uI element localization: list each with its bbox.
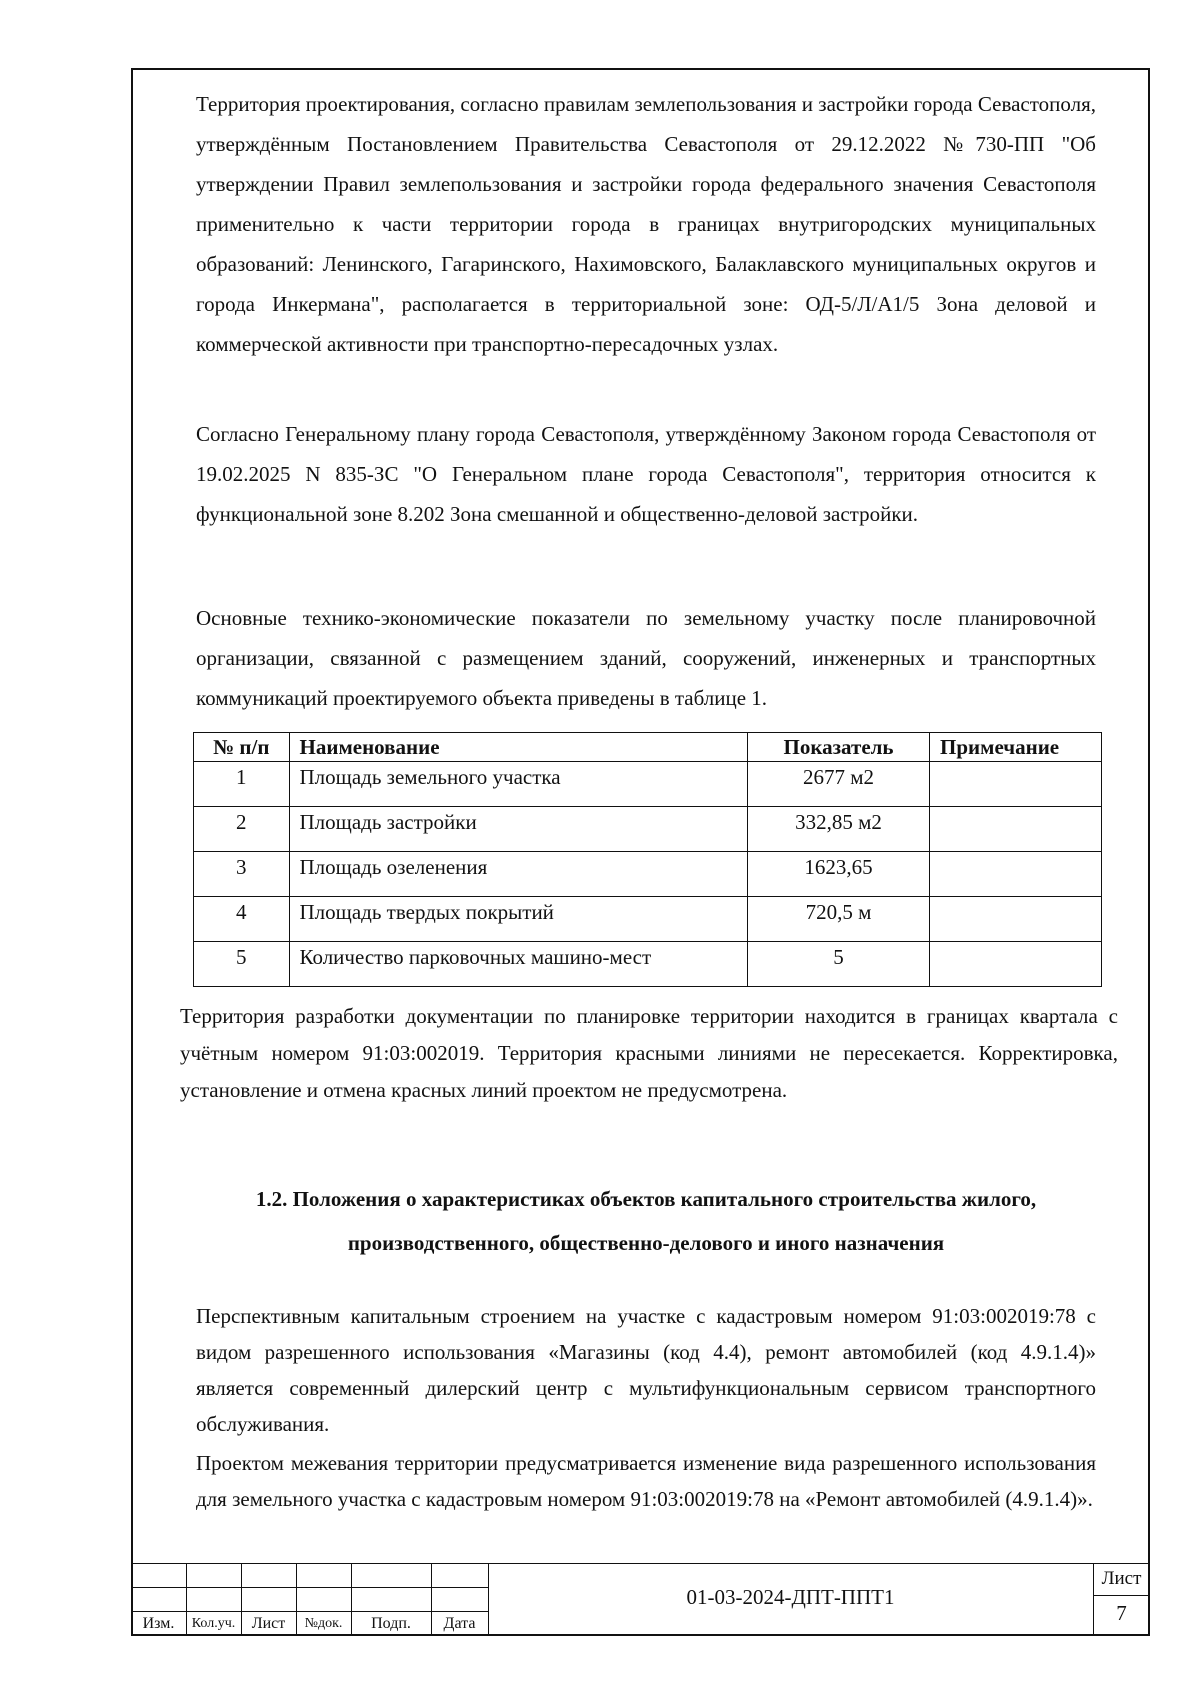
section-heading-line-1: 1.2. Положения о характеристиках объектов капитального строительства жилого,	[255, 1187, 1037, 1211]
row-name: Площадь твердых покрытий	[289, 897, 748, 942]
row-num: 3	[194, 852, 290, 897]
row-value: 332,85 м2	[748, 807, 930, 852]
row-num: 4	[194, 897, 290, 942]
stamp-label-izm: Изм.	[142, 1615, 175, 1632]
row-value: 1623,65	[748, 852, 930, 897]
table-row	[194, 897, 1102, 942]
section-heading-line-2: производственного, общественно-делового и иного назначения	[347, 1231, 945, 1255]
row-name: Количество парковочных машино-мест	[289, 942, 748, 987]
row-note	[930, 852, 1102, 897]
stamp-label-data: Дата	[443, 1615, 476, 1632]
stamp-label-ndok: №док.	[304, 1616, 343, 1631]
header-num: № п/п	[194, 733, 290, 762]
paragraph-territory-zoning: Территория проектирования, согласно правилам землепользования и застройки города Севастополя, утверждённым Постановлением Правительства Севастополя от 29.12.2022 №730-ПП "Об утверждении Правил землепользования и застройки города федерального значения Севастополя применительно к части территории города в границах внутригородских муниципальных образований: Ленинского, Гагаринского, Нахимовского, Балаклавского муниципальных округов и города Инкермана", располагается в территориальной зоне: ОД-5/Л/А1/5 Зона деловой и коммерческой активности при транспортно-пересадочных узлах.	[196, 92, 1096, 356]
document-code: 01-03-2024-ДПТ-ППТ1	[686, 1585, 895, 1609]
paragraph-indicators-intro: Основные технико-экономические показатели по земельному участку после планировочной организации, связанной с размещением зданий, сооружений, инженерных и транспортных коммуникаций проектируемого объекта приведены в таблице 1.	[196, 606, 1096, 710]
row-note	[930, 762, 1102, 807]
paragraph-capital-building: Перспективным капитальным строением на участке с кадастровым номером 91:03:002019:78 с видом разрешенного использования «Магазины (код 4.4), ремонт автомобилей (код 4.9.1.4)» является современный дилерский центр с мультифункциональным сервисом транспортного обслуживания.	[196, 1304, 1096, 1436]
row-name: Площадь застройки	[289, 807, 748, 852]
row-num: 2	[194, 807, 290, 852]
row-value: 5	[748, 942, 930, 987]
indicators-table	[193, 732, 1102, 987]
table-header-row	[194, 733, 1102, 762]
header-note: Примечание	[930, 733, 1102, 762]
paragraph-land-use-change: Проектом межевания территории предусматривается изменение вида разрешенного использования для земельного участка с кадастровым номером 91:03:002019:78 на «Ремонт автомобилей (4.9.1.4)».	[196, 1451, 1096, 1511]
row-value: 2677 м2	[748, 762, 930, 807]
table-row	[194, 762, 1102, 807]
row-num: 1	[194, 762, 290, 807]
row-note	[930, 897, 1102, 942]
sheet-number: 7	[1116, 1601, 1127, 1625]
row-value: 720,5 м	[748, 897, 930, 942]
header-value: Показатель	[748, 733, 930, 762]
sheet-label: Лист	[1101, 1568, 1142, 1589]
title-block	[131, 1563, 1150, 1636]
stamp-label-podp: Подп.	[371, 1615, 411, 1632]
table-row	[194, 942, 1102, 987]
row-name: Площадь озеленения	[289, 852, 748, 897]
row-note	[930, 807, 1102, 852]
table-row	[194, 807, 1102, 852]
paragraph-general-plan: Согласно Генеральному плану города Севастополя, утверждённому Законом города Севастополя от 19.02.2025 N 835-ЗС "О Генеральном плане города Севастополя", территория относится к функциональной зоне 8.202 Зона смешанной и общественно-деловой застройки.	[196, 422, 1096, 526]
row-note	[930, 942, 1102, 987]
table-row	[194, 852, 1102, 897]
paragraph-red-lines: Территория разработки документации по планировке территории находится в границах квартала с учётным номером 91:03:002019. Территория красными линиями не пересекается. Корректировка, установление и отмена красных линий проектом не предусмотрена.	[180, 1004, 1118, 1102]
stamp-label-list: Лист	[251, 1615, 286, 1632]
row-name: Площадь земельного участка	[289, 762, 748, 807]
row-num: 5	[194, 942, 290, 987]
stamp-label-kol-uch: Кол.уч.	[191, 1616, 236, 1631]
header-name: Наименование	[289, 733, 748, 762]
